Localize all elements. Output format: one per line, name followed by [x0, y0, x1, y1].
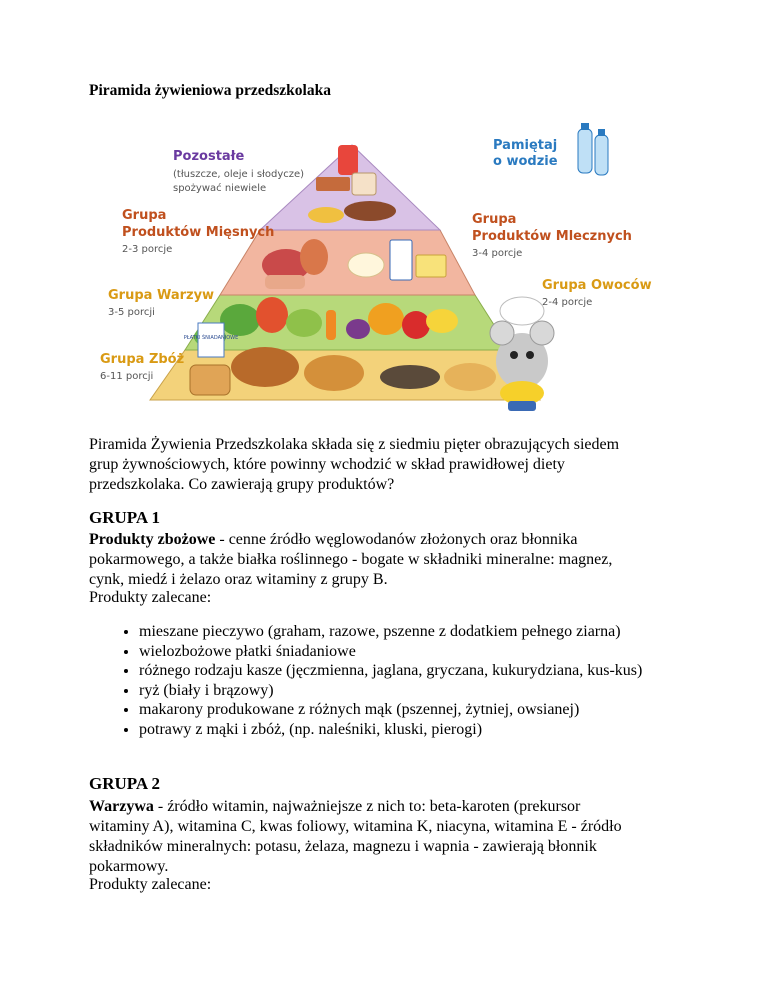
label-dairy-title-1: Grupa — [472, 212, 517, 227]
label-fruit-portions: 2-4 porcje — [542, 297, 593, 308]
group2-line: pokarmowy. — [89, 858, 169, 875]
label-veg-portions: 3-5 porcji — [108, 307, 155, 318]
group1-recommended-label: Produkty zalecane: — [89, 589, 212, 606]
label-dairy-title-2: Produktów Mlecznych — [472, 229, 632, 244]
label-grain-title: Grupa Zbóż — [100, 352, 185, 367]
group2-line: składników mineralnych: potasu, żelaza, magnezu i wapnia - zawierają błonnik — [89, 838, 597, 855]
group2-line1-rest: - źródło witamin, najważniejsze z nich to: beta-karoten (prekursor — [153, 798, 581, 815]
group1-line — [89, 530, 699, 550]
group2-heading: GRUPA 2 — [89, 774, 160, 793]
label-veg-title: Grupa Warzyw — [108, 288, 215, 303]
cereal-box-label: PŁATKI ŚNIADANIOWE — [183, 335, 239, 341]
label-dairy-portions: 3-4 porcje — [472, 248, 523, 259]
group1-description — [89, 530, 699, 590]
intro-line: przedszkolaka. Co zawierają grupy produktów? — [89, 476, 395, 493]
label-water-1: Pamiętaj — [493, 138, 558, 153]
intro-paragraph — [89, 435, 689, 495]
food-pyramid-illustration — [90, 115, 652, 415]
group1-heading: GRUPA 1 — [89, 508, 160, 527]
list-item: • różnego rodzaju kasze (jęczmienna, jaglana, gryczana, kukurydziana, kus-kus) — [139, 661, 719, 681]
group2-recommended-label: Produkty zalecane: — [89, 876, 212, 893]
intro-line: Piramida Żywienia Przedszkolaka składa się z siedmiu pięter obrazujących siedem — [89, 436, 620, 453]
list-item: • mieszane pieczywo (graham, razowe, pszenne z dodatkiem pełnego ziarna) — [139, 622, 719, 642]
group2-description — [89, 797, 699, 877]
group2-line: witaminy A), witamina C, kwas foliowy, witamina K, niacyna, witamina E - źródło — [89, 818, 622, 835]
label-fruit-title: Grupa Owoców — [542, 278, 652, 293]
label-other-desc-2: spożywać niewiele — [173, 183, 267, 194]
group1-line1-rest: - cenne źródło węglowodanów złożonych oraz błonnika — [215, 531, 578, 548]
list-item: • wielozbożowe płatki śniadaniowe — [139, 642, 719, 662]
group1-recommended-list — [113, 622, 719, 739]
label-other-desc-1: (tłuszcze, oleje i słodycze) — [173, 169, 305, 180]
label-water-2: o wodzie — [493, 154, 558, 169]
label-meat-portions: 2-3 porcje — [122, 244, 173, 255]
label-other-title: Pozostałe — [173, 149, 245, 164]
list-item: • potrawy z mąki i zbóż, (np. naleśniki, kluski, pierogi) — [139, 720, 719, 740]
group2-line — [89, 797, 699, 817]
list-item: • ryż (biały i brązowy) — [139, 681, 719, 701]
label-meat-title-1: Grupa — [122, 208, 167, 223]
label-grain-portions: 6-11 porcji — [100, 371, 154, 382]
list-item: • makarony produkowane z różnych mąk (pszennej, żytniej, owsianej) — [139, 700, 719, 720]
group1-line: cynk, miedź i żelazo oraz witaminy z grupy B. — [89, 571, 388, 588]
group1-line: pokarmowego, a także białka roślinnego - bogate w składniki mineralne: magnez, — [89, 551, 613, 568]
intro-line: grup żywnościowych, które powinny wchodzić w skład prawidłowej diety — [89, 456, 565, 473]
water-bottles-icon — [578, 123, 608, 175]
document-title: Piramida żywieniowa przedszkolaka — [89, 82, 331, 99]
label-meat-title-2: Produktów Mięsnych — [122, 225, 275, 240]
group1-term: Produkty zbożowe — [89, 531, 216, 548]
group2-term: Warzywa — [89, 798, 154, 815]
